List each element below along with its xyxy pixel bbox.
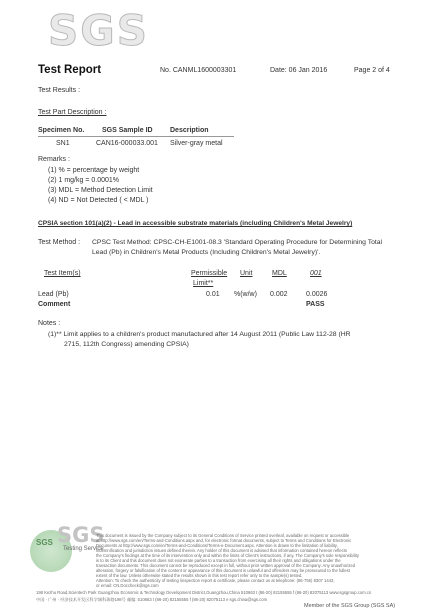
remarks-heading: Remarks :	[38, 156, 70, 163]
section-title: CPSIA section 101(a)(2) - Lead in accessible substrate materials (including Children's Metal Jewelry)	[38, 220, 353, 227]
disclaimer-line: is to its Client and this document does not exonerate parties to a transaction from exercising all their rights and obligations under the	[96, 558, 341, 563]
comment-value: PASS	[306, 301, 325, 308]
address-english: 198 Kezhu Road,Scientech Park Guangzhou Economic & Technology Development District,Guangzhou,China 510663 t (86-20) 82155555 f (86-20) 82075113 www.sgsgroup.com.cn	[36, 590, 372, 595]
table-divider	[38, 136, 234, 137]
notes-line: 2715, 112th Congress) amending CPSIA)	[64, 341, 189, 348]
report-date: Date: 06 Jan 2016	[270, 67, 328, 74]
disclaimer-line: the Company's findings at the time of its intervention only and within the limits of Client's instructions, if any. The Company's sole responsibility	[96, 553, 359, 558]
address-chinese: 中国 · 广州 · 经济技术开发区科学城科珠路198号 邮编: 510663 t (86-20) 82155555 f (86-20) 82075113 e sgs.china@sgs.com	[36, 597, 268, 602]
disclaimer-line: indemnification and jurisdiction issues defined therein. Any holder of this document is advised that information contained hereon reflects	[96, 548, 347, 553]
disclaimer-block	[96, 533, 416, 588]
description-cell: Silver-gray metal	[170, 140, 223, 147]
sgs-footer-logo: SGS	[57, 523, 105, 547]
remark-line: (2) 1 mg/kg = 0.0001%	[48, 177, 120, 184]
disclaimer-line: This document is issued by the Company subject to its General Conditions of Service printed overleaf, available on request or accessible	[96, 533, 350, 538]
row-lead-limit: 0.01	[206, 291, 220, 298]
seal-label: SGS	[36, 538, 53, 547]
remark-line: (3) MDL = Method Detection Limit	[48, 187, 153, 194]
col-description: Description	[170, 127, 209, 134]
disclaimer-line: Documents at http://www.sgs.com/en/Terms-and-Conditions/Terms-e-Document.aspx. Attention is drawn to the limitation of liability,	[96, 543, 338, 548]
report-number: No. CANML1600003301	[160, 67, 237, 74]
disclaimer-line: transaction documents. This document cannot be reproduced except in full, without prior written approval of the Company. Any unauthorized	[96, 563, 356, 568]
col-sgs-sample-id: SGS Sample ID	[102, 127, 153, 134]
col-sample-001: 001	[310, 270, 322, 277]
disclaimer-line: at http://www.sgs.com/en/Terms-and-Conditions.aspx and, for electronic format documents, subject to Terms and Conditions for Electronic	[96, 538, 352, 543]
remark-line: (4) ND = Not Detected ( < MDL )	[48, 197, 149, 204]
notes-heading: Notes :	[38, 320, 61, 327]
col-permissible-limit-2: Limit**	[193, 280, 214, 287]
row-lead-item: Lead (Pb)	[38, 291, 69, 298]
disclaimer-line: alteration, forgery or falsification of the content or appearance of this document is unlawful and offenders may be prosecuted to the fullest	[96, 568, 350, 573]
test-method-line: CPSC Test Method: CPSC-CH-E1001-08.3 'Standard Operating Procedure for Determining Total	[92, 239, 383, 246]
row-lead-mdl: 0.002	[270, 291, 288, 298]
row-lead-unit: %(w/w)	[234, 291, 257, 298]
row-lead-result: 0.0026	[306, 291, 328, 298]
comment-label: Comment	[38, 301, 71, 308]
col-test-items: Test Item(s)	[44, 270, 81, 277]
sample-id-cell: CAN16-000033.001	[96, 140, 158, 147]
col-mdl: MDL	[272, 270, 287, 277]
col-permissible-limit: Permissible	[191, 270, 228, 277]
specimen-no-cell: SN1	[56, 140, 70, 147]
test-method-label: Test Method :	[38, 239, 81, 246]
member-line: Member of the SGS Group (SGS SA)	[304, 603, 396, 609]
remark-line: (1) % = percentage by weight	[48, 167, 140, 174]
part-description-heading: Test Part Description :	[38, 109, 107, 116]
page-number: Page 2 of 4	[354, 67, 390, 74]
disclaimer-line: or email: CN.Doccheck@sgs.com	[96, 583, 159, 588]
col-specimen-no: Specimen No.	[38, 127, 85, 134]
col-unit: Unit	[240, 270, 253, 277]
report-title: Test Report	[38, 64, 102, 76]
testing-service-label: Testing Service	[63, 546, 104, 552]
disclaimer-line: extent of the law. Unless otherwise stated the results shown in this test report refer only to the sample(s) tested.	[96, 573, 303, 578]
disclaimer-line: Attention: To check the authenticity of testing /inspection report & certificate, please contact us at telephone: (86-755) 8307 1443,	[96, 578, 335, 583]
test-method-line: Lead (Pb) in Children's Metal Products (Including Children's Metal Jewelry)'.	[92, 249, 321, 256]
sgs-logo: SGS	[48, 6, 149, 55]
notes-line: (1)** Limit applies to a children's product manufactured after 14 August 2011 (Public Law 112-28 (HR	[48, 331, 351, 338]
test-results-heading: Test Results :	[38, 87, 81, 94]
